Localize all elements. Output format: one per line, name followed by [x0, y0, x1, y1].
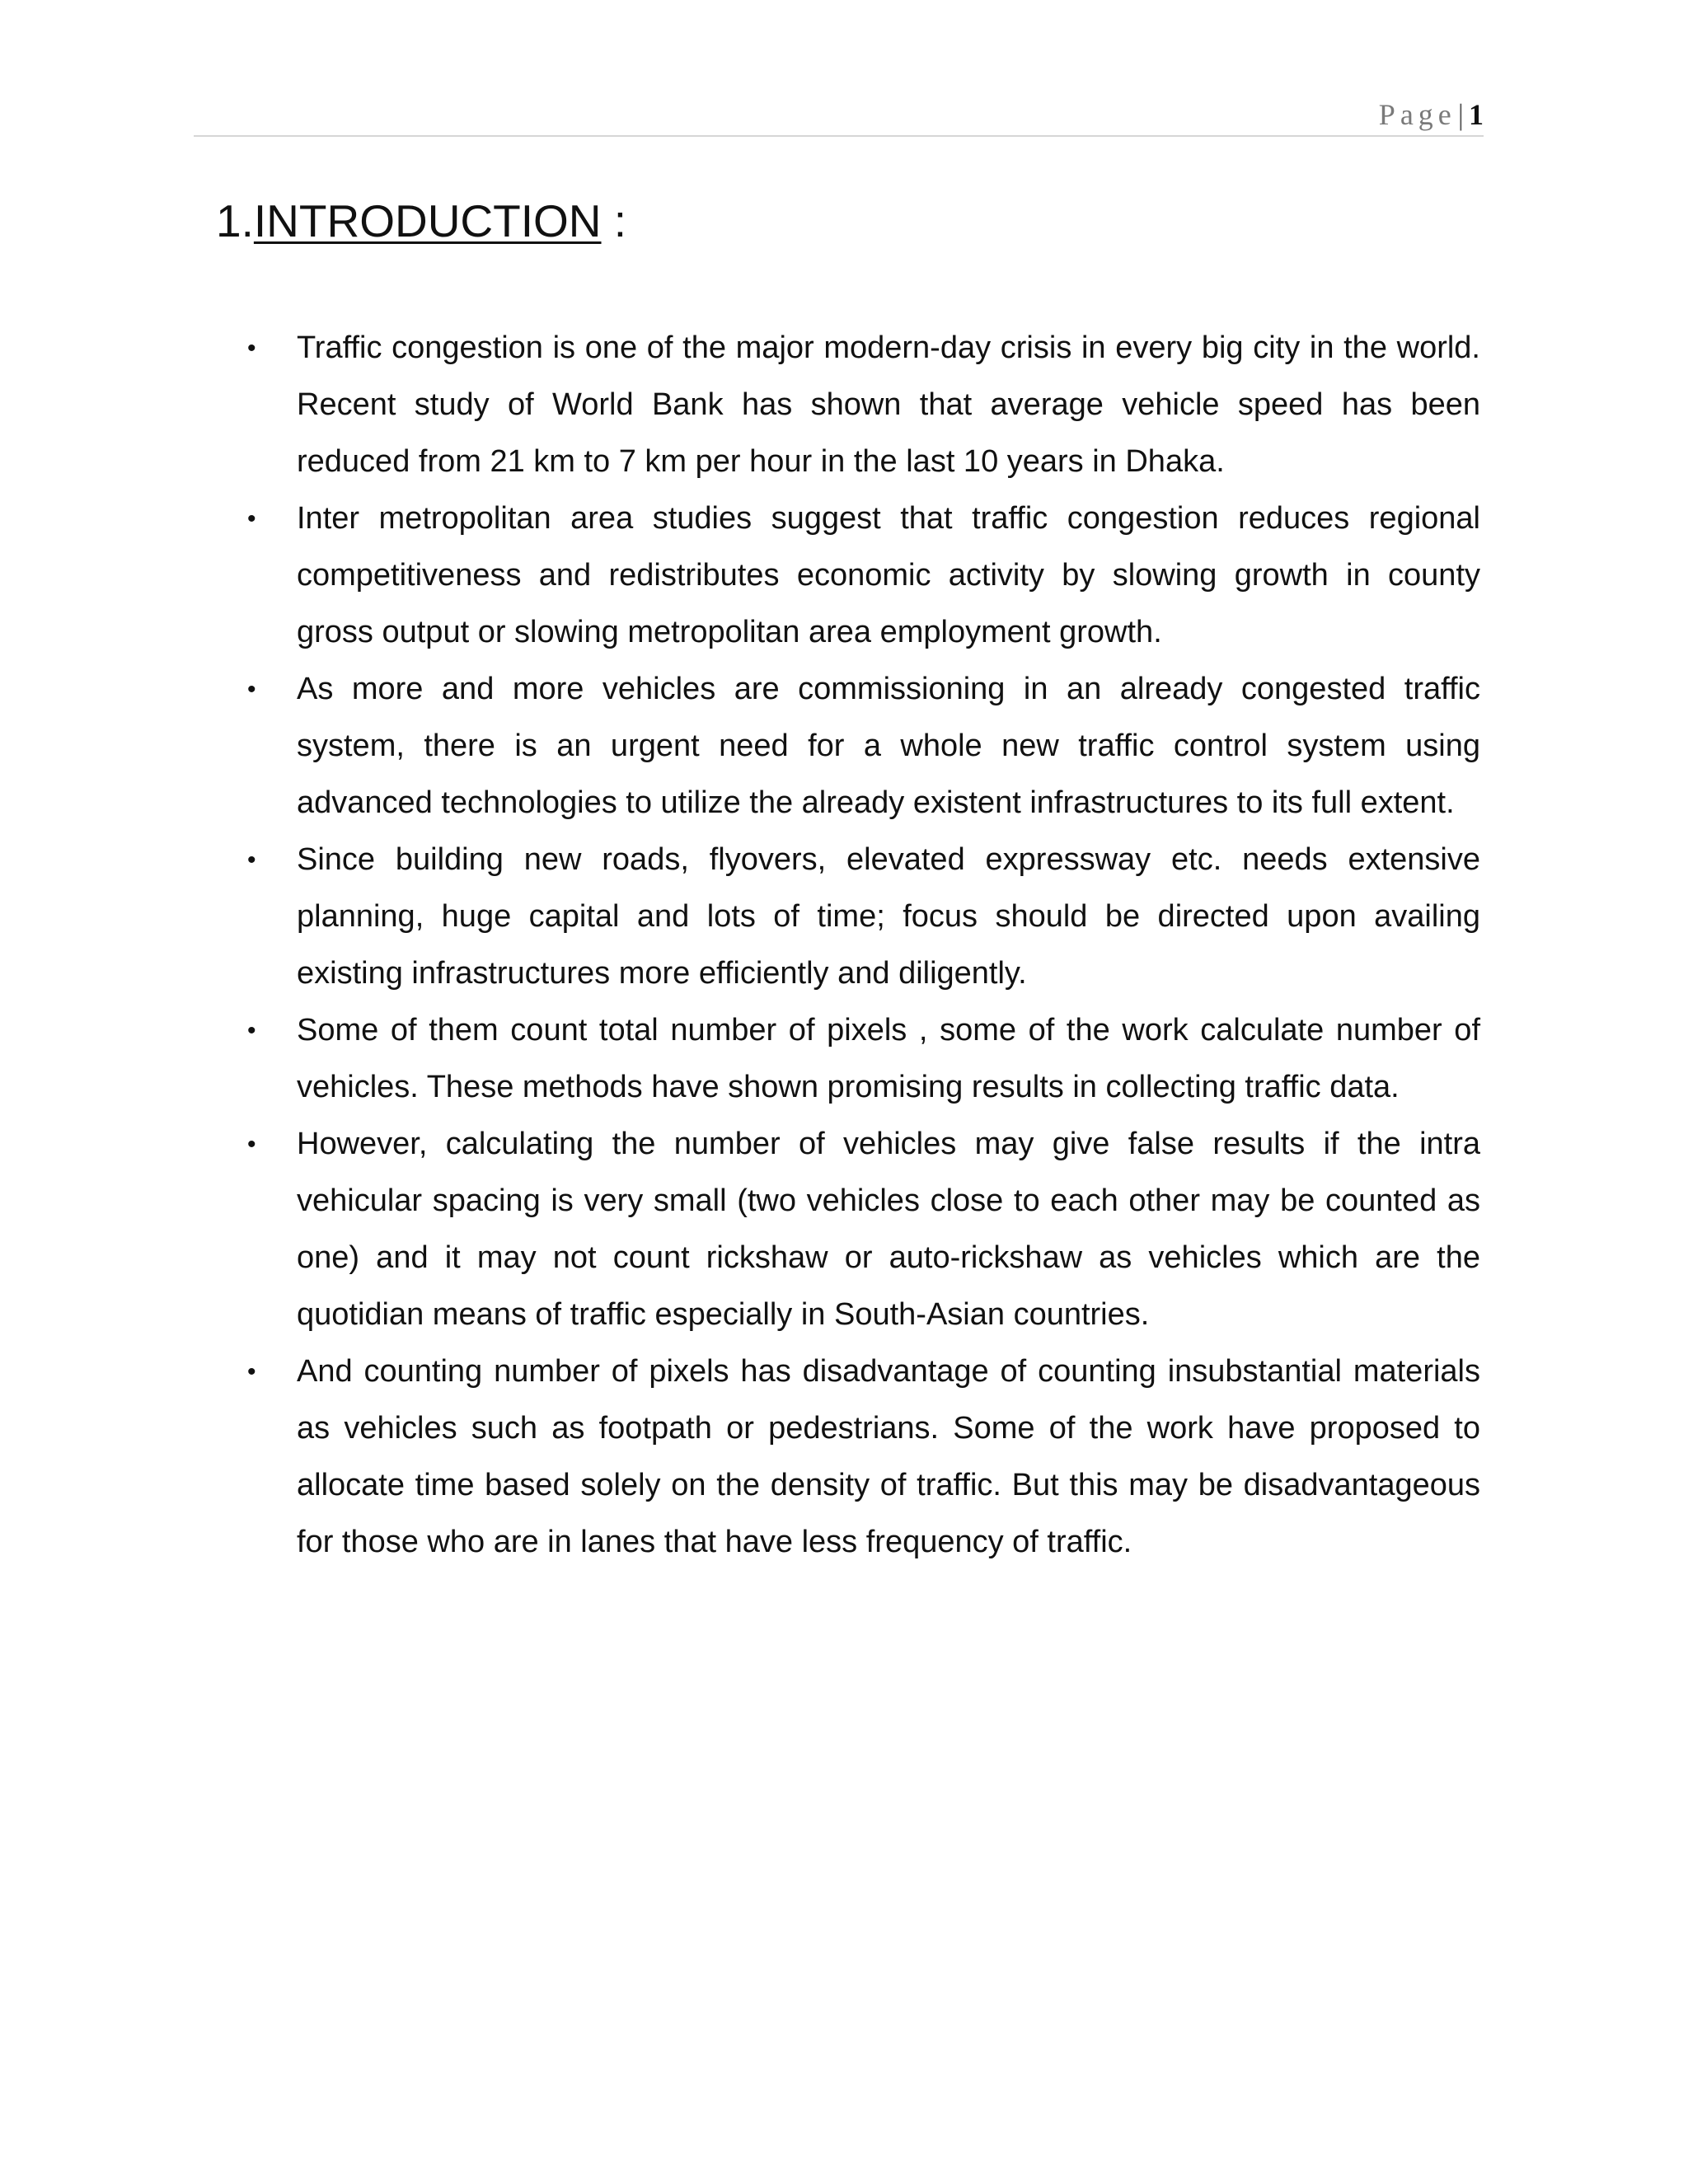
introduction-bullet-list — [239, 320, 1480, 1571]
bullet-text: Traffic congestion is one of the major modern-day crisis in every big city in the world. Recent study of World Bank has shown that average vehicle speed has been reduced from 21 km to 7 km per hour in the last 10 years in Dhaka. — [297, 330, 1480, 479]
bullet-text: And counting number of pixels has disadvantage of counting insubstantial materials as vehicles such as footpath or pedestrians. Some of the work have proposed to allocate time based solely on the density of traffic. But this may be disadvantageous for those who are in lanes that have less frequency of traffic. — [297, 1354, 1480, 1559]
bullet-text: Since building new roads, flyovers, elevated expressway etc. needs extensive planning, huge capital and lots of time; focus should be directed upon availing existing infrastructures more efficiently and diligently. — [297, 842, 1480, 991]
bullet-icon: • — [247, 846, 256, 874]
bullet-item — [239, 1343, 1480, 1571]
bullet-text: As more and more vehicles are commissioning in an already congested traffic system, there is an urgent need for a whole new traffic control system using advanced technologies to utilize the already existent infrastructures to its full extent. — [297, 672, 1480, 820]
section-heading — [216, 194, 626, 247]
bullet-icon: • — [247, 1131, 256, 1158]
page-number-label — [1379, 97, 1484, 132]
bullet-icon: • — [247, 676, 256, 703]
section-number: 1. — [216, 195, 254, 246]
page-header — [194, 92, 1484, 137]
bullet-text: Inter metropolitan area studies suggest that traffic congestion reduces regional competitiveness and redistributes economic activity by slowing growth in county gross output or slowing metropolitan area employment growth. — [297, 501, 1480, 649]
page-number: 1 — [1469, 98, 1484, 131]
bullet-item — [239, 490, 1480, 661]
bullet-item — [239, 832, 1480, 1002]
bullet-text: Some of them count total number of pixels , some of the work calculate number of vehicles. These methods have shown promising results in collecting traffic data. — [297, 1013, 1480, 1104]
page-word: Page — [1378, 98, 1456, 131]
bullet-item — [239, 1116, 1480, 1343]
bullet-icon: • — [247, 1358, 256, 1385]
bullet-item — [239, 1002, 1480, 1116]
bullet-text: However, calculating the number of vehicles may give false results if the intra vehicular spacing is very small (two vehicles close to each other may be counted as one) and it may not count rickshaw or auto-rickshaw as vehicles which are the quotidian means of traffic especially in South-Asian countries. — [297, 1127, 1480, 1332]
bullet-icon: • — [247, 505, 256, 532]
section-title: INTRODUCTION — [253, 195, 602, 246]
bullet-item — [239, 320, 1480, 490]
bullet-icon: • — [247, 335, 256, 362]
bullet-item — [239, 661, 1480, 832]
section-title-suffix: : — [601, 195, 627, 246]
page-separator: | — [1457, 98, 1464, 131]
bullet-icon: • — [247, 1017, 256, 1044]
